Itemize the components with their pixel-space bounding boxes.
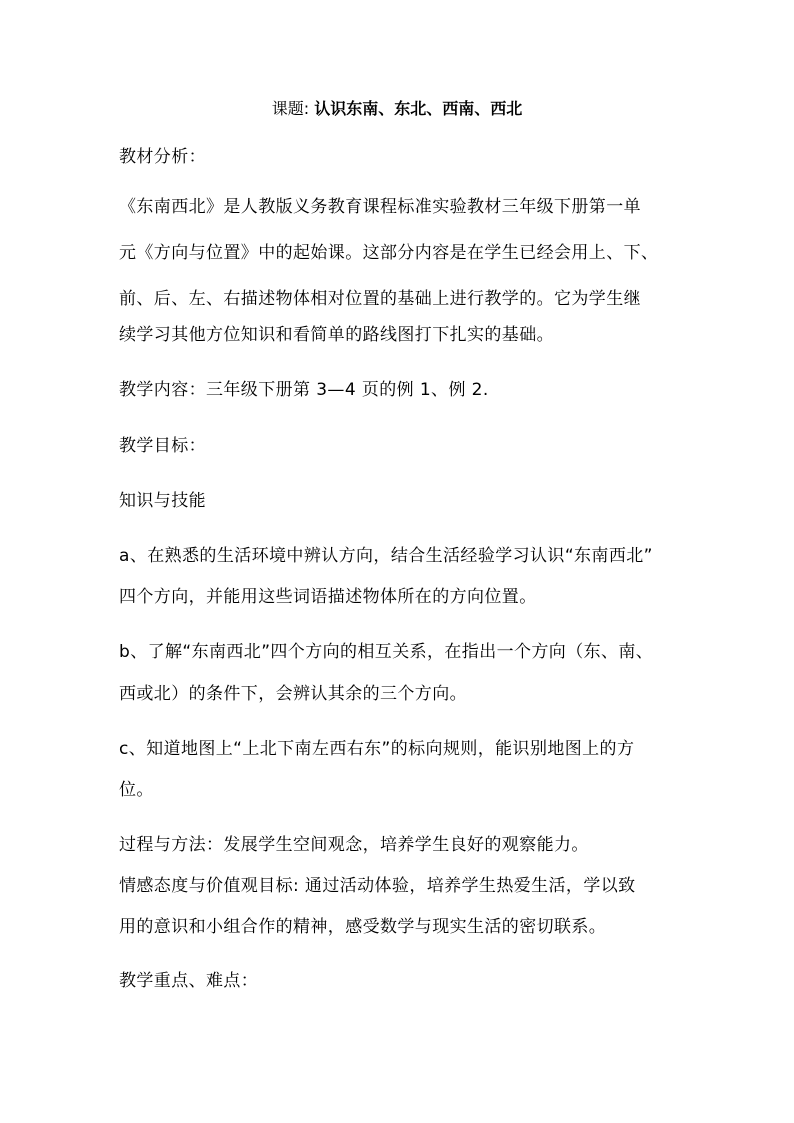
heading-knowledge-skills: 知识与技能	[119, 491, 206, 511]
emotion-objective-line: 用的意识和小组合作的精神，感受数学与现实生活的密切联系。	[119, 917, 607, 937]
heading-textbook-analysis: 教材分析：	[119, 147, 206, 167]
paragraph-line: 续学习其他方位知识和看简单的路线图打下扎实的基础。	[119, 325, 554, 345]
emotion-objective-line: 情感态度与价值观目标: 通过活动体验，培养学生热爱生活，学以致	[119, 876, 636, 896]
objective-b-line: b、了解“东南西北”四个方向的相互关系，在指出一个方向（东、南、	[119, 642, 654, 662]
lesson-title-prefix: 课题:	[271, 99, 315, 118]
lesson-title	[0, 98, 794, 120]
paragraph-line: 前、后、左、右描述物体相对位置的基础上进行教学的。它为学生继	[119, 289, 641, 309]
objective-c-line: 位。	[119, 780, 154, 800]
objective-b-line: 西或北）的条件下，会辨认其余的三个方向。	[119, 684, 467, 704]
paragraph-line: 《东南西北》是人教版义务教育课程标准实验教材三年级下册第一单	[119, 197, 641, 217]
teaching-content: 教学内容：三年级下册第 3—4 页的例 1、例 2.	[119, 380, 489, 400]
objective-a-line: a、在熟悉的生活环境中辨认方向，结合生活经验学习认识“东南西北”	[119, 546, 653, 566]
objective-c-line: c、知道地图上“上北下南左西右东”的标向规则，能识别地图上的方	[119, 739, 635, 759]
process-methods: 过程与方法：发展学生空间观念，培养学生良好的观察能力。	[119, 835, 589, 855]
paragraph-line: 元《方向与位置》中的起始课。这部分内容是在学生已经会用上、下、	[119, 243, 659, 263]
objective-a-line: 四个方向，并能用这些词语描述物体所在的方向位置。	[119, 587, 537, 607]
heading-key-points: 教学重点、难点：	[119, 971, 259, 991]
lesson-title-main: 认识东南、东北、西南、西北	[314, 99, 523, 118]
heading-teaching-objectives: 教学目标：	[119, 436, 206, 456]
